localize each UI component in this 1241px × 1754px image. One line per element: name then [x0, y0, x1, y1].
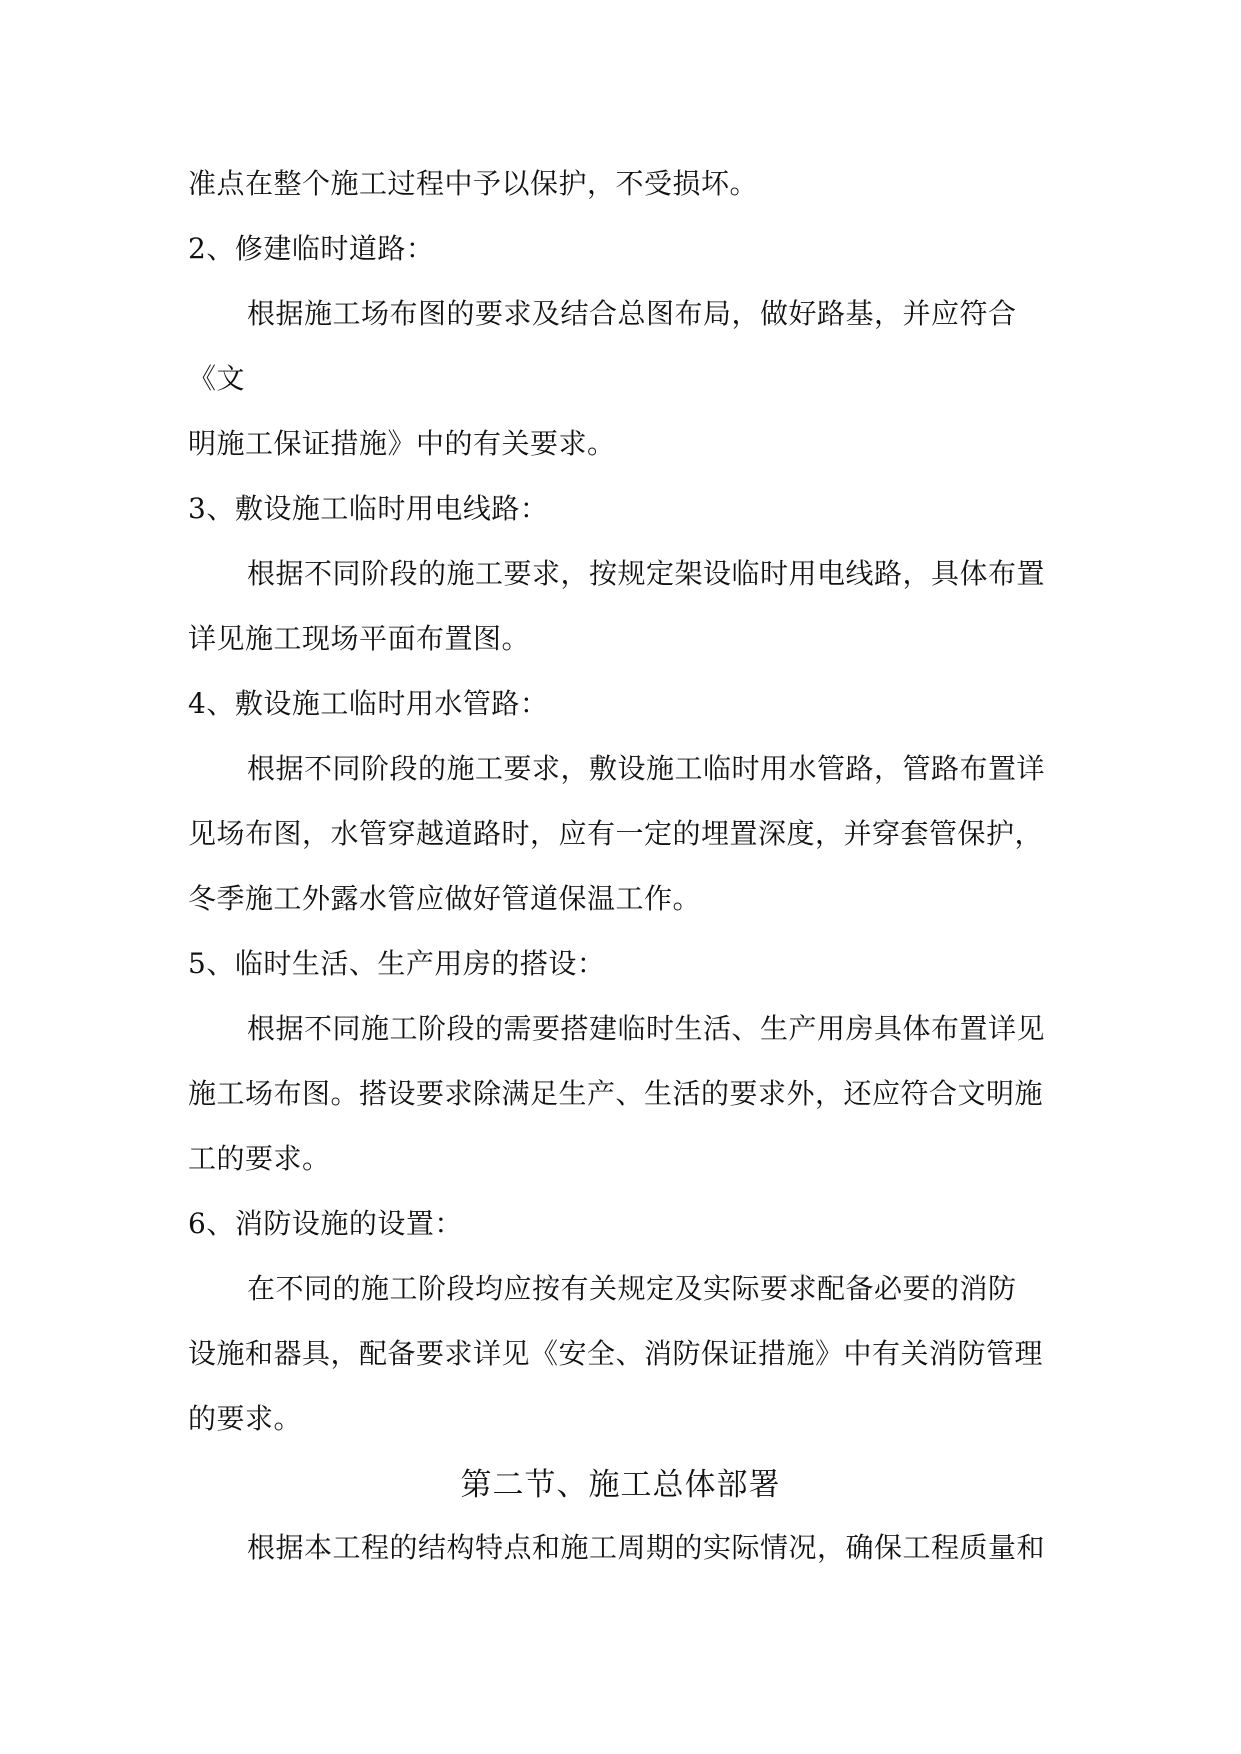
text-line: 冬季施工外露水管应做好管道保温工作。: [188, 882, 702, 915]
list-item-heading: 6、消防设施的设置：: [188, 1207, 463, 1240]
section-heading: 第二节、施工总体部署: [460, 1467, 781, 1503]
text-line: 施工场布图。搭设要求除满足生产、生活的要求外，还应符合文明施: [188, 1077, 1044, 1110]
list-item-heading: 3、敷设施工临时用电线路：: [188, 492, 549, 525]
list-item-heading: 2、修建临时道路：: [188, 232, 435, 265]
paragraph-line: 根据施工场布图的要求及结合总图布局，做好路基，并应符合: [247, 297, 1017, 330]
text-line: 明施工保证措施》中的有关要求。: [188, 427, 616, 460]
text-line: 见场布图，水管穿越道路时，应有一定的埋置深度，并穿套管保护，: [188, 817, 1044, 850]
text-line: 工的要求。: [188, 1142, 331, 1175]
text-line: 设施和器具，配备要求详见《安全、消防保证措施》中有关消防管理: [188, 1337, 1044, 1370]
text-line: 详见施工现场平面布置图。: [188, 622, 531, 655]
text-line: 准点在整个施工过程中予以保护，不受损坏。: [188, 167, 759, 200]
paragraph-line: 根据不同施工阶段的需要搭建临时生活、生产用房具体布置详见: [247, 1012, 1046, 1045]
text-line: 的要求。: [188, 1402, 303, 1435]
list-item-heading: 4、敷设施工临时用水管路：: [188, 687, 549, 720]
text-line: 《文: [188, 362, 246, 395]
list-item-heading: 5、临时生活、生产用房的搭设：: [188, 947, 606, 980]
paragraph-line: 根据本工程的结构特点和施工周期的实际情况，确保工程质量和: [247, 1531, 1046, 1564]
paragraph-line: 在不同的施工阶段均应按有关规定及实际要求配备必要的消防: [247, 1272, 1017, 1305]
paragraph-line: 根据不同阶段的施工要求，按规定架设临时用电线路，具体布置: [247, 557, 1046, 590]
paragraph-line: 根据不同阶段的施工要求，敷设施工临时用水管路，管路布置详: [247, 752, 1046, 785]
